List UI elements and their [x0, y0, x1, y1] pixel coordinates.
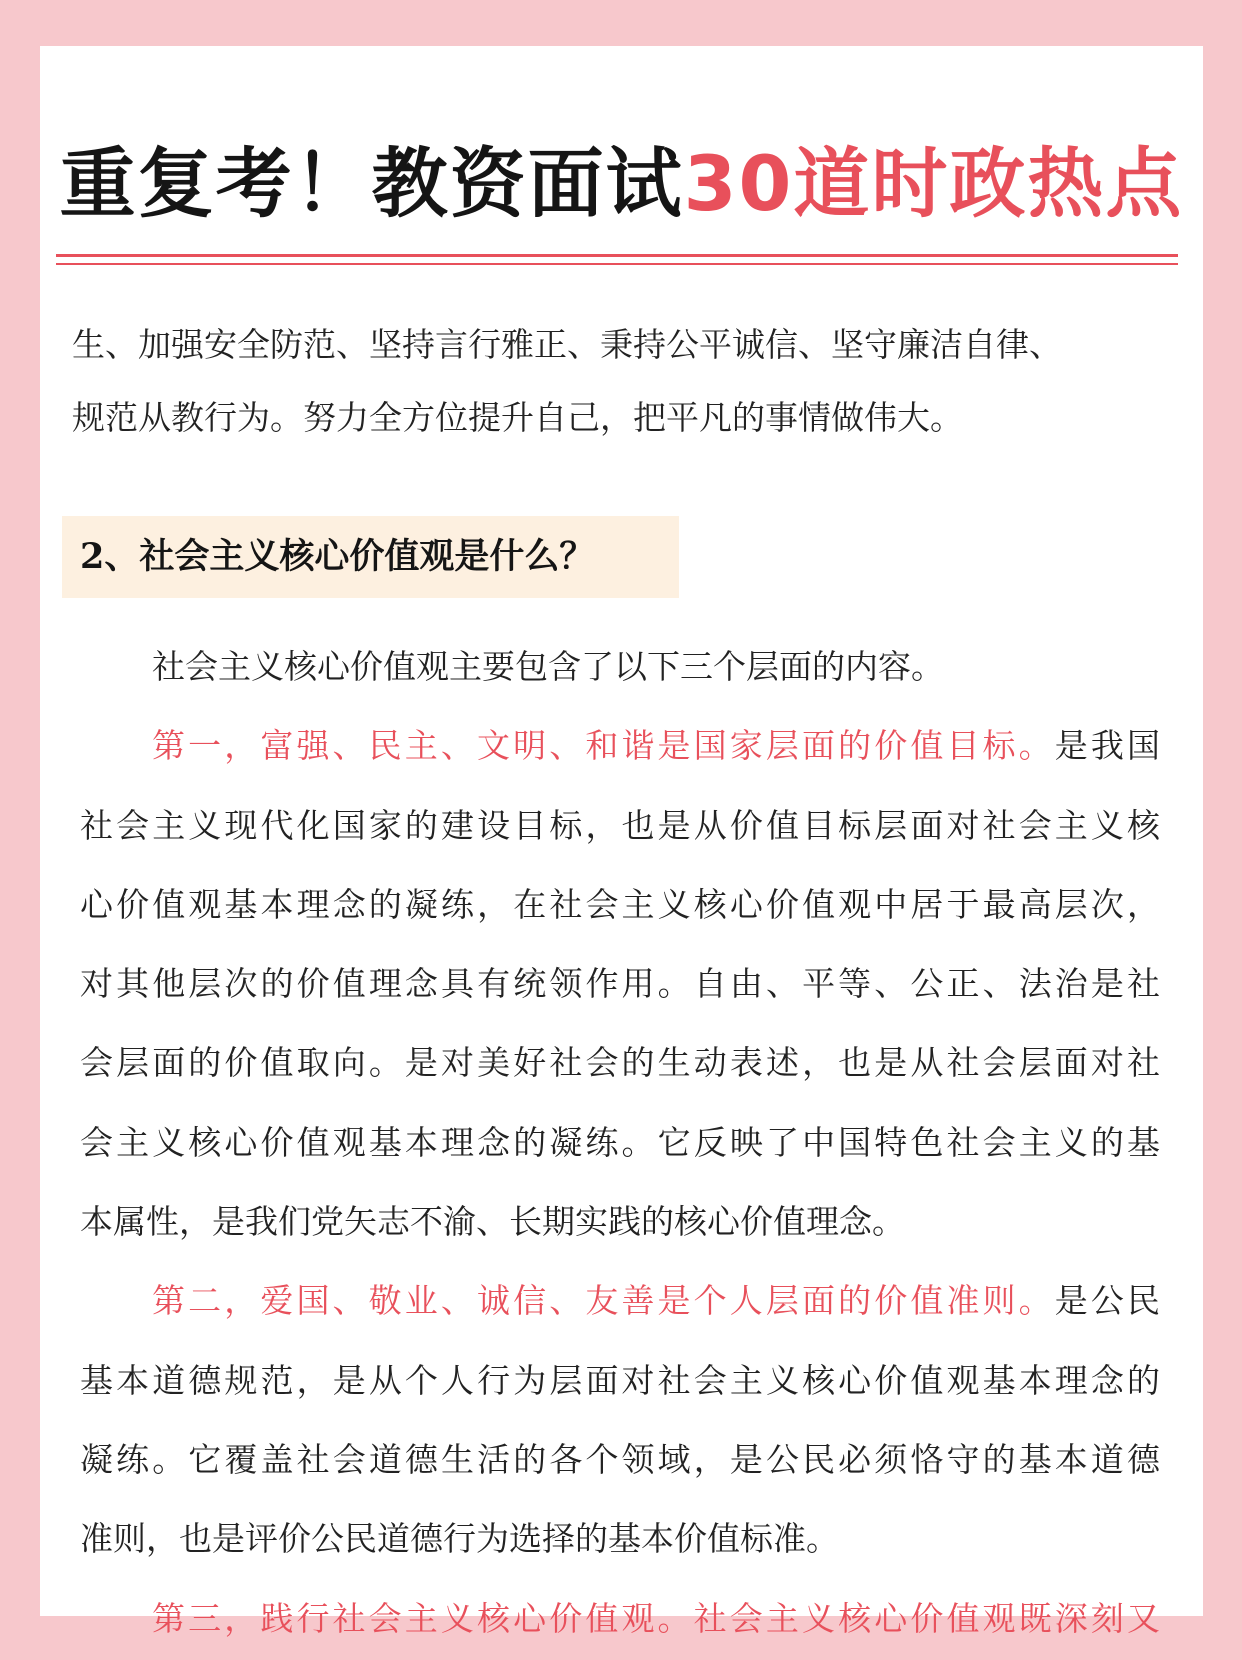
body-line: 会主义核心价值观基本理念的凝练。它反映了中国特色社会主义的基 — [80, 1122, 1160, 1162]
body-line: 基本道德规范，是从个人行为层面对社会主义核心价值观基本理念的 — [80, 1360, 1160, 1400]
title-part-dark: 重复考！教资面试 — [59, 139, 684, 228]
body-line: 本属性，是我们党矢志不渝、长期实践的核心价值理念。 — [80, 1202, 905, 1242]
body-line — [80, 706, 1160, 785]
body-line — [80, 1261, 1160, 1340]
body-line: 心价值观基本理念的凝练，在社会主义核心价值观中居于最高层次， — [80, 884, 1160, 924]
highlight-practice-values: 第三，践行社会主义核心价值观。社会主义核心价值观既深刻又 — [152, 1598, 1160, 1638]
intro-line: 生、加强安全防范、坚持言行雅正、秉持公平诚信、坚守廉洁自律、 — [72, 325, 1062, 364]
body-line: 凝练。它覆盖社会道德生活的各个领域，是公民必须恪守的基本道德 — [80, 1439, 1160, 1479]
intro-line: 规范从教行为。努力全方位提升自己，把平凡的事情做伟大。 — [72, 398, 963, 437]
title-divider-thin — [56, 263, 1178, 265]
body-line-rest: 是公民 — [1054, 1281, 1161, 1321]
title-part-red: 30道时政热点 — [683, 139, 1184, 228]
page-title — [40, 134, 1203, 234]
highlight-national-values: 第一，富强、民主、文明、和谐是国家层面的价值目标。 — [152, 726, 1055, 766]
body-line-rest: 是我国 — [1054, 726, 1161, 766]
content-card — [40, 46, 1203, 1638]
question-heading: 2、社会主义核心价值观是什么？ — [62, 516, 679, 598]
answer-body — [80, 627, 1160, 1658]
body-line: 社会主义核心价值观主要包含了以下三个层面的内容。 — [152, 647, 944, 686]
highlight-personal-values: 第二，爱国、敬业、诚信、友善是个人层面的价值准则。 — [152, 1281, 1055, 1321]
title-divider-thick — [56, 254, 1178, 257]
body-line: 对其他层次的价值理念具有统领作用。自由、平等、公正、法治是社 — [80, 964, 1160, 1004]
body-line: 社会主义现代化国家的建设目标，也是从价值目标层面对社会主义核 — [80, 805, 1160, 845]
intro-paragraph — [72, 308, 1170, 454]
body-line: 会层面的价值取向。是对美好社会的生动表述，也是从社会层面对社 — [80, 1043, 1160, 1083]
body-line: 准则，也是评价公民道德行为选择的基本价值标准。 — [80, 1519, 839, 1559]
